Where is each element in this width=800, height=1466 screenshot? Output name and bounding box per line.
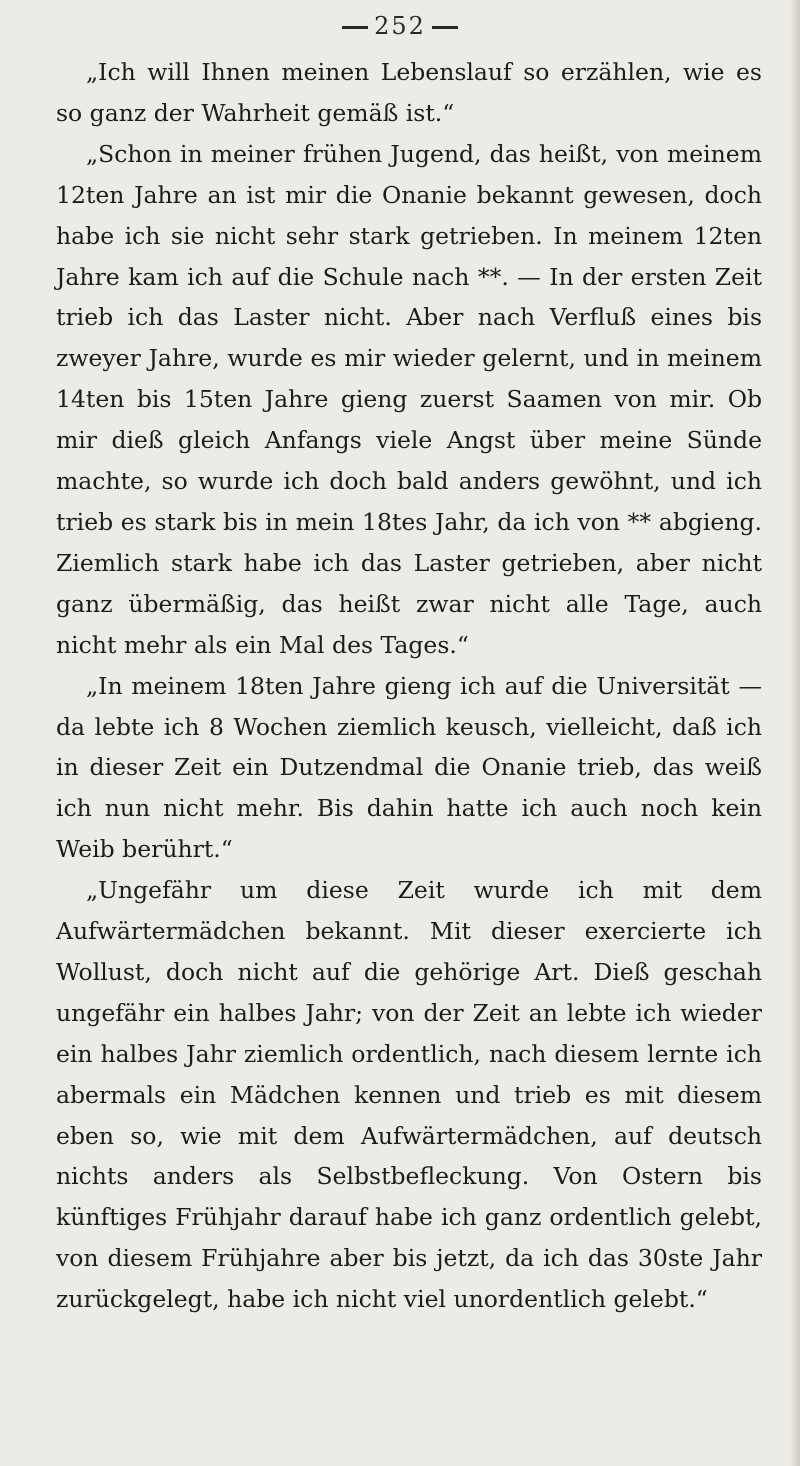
page-number-left-rule: [342, 26, 368, 29]
page-number-value: 252: [374, 12, 426, 40]
paragraph-2: „Schon in meiner frühen Jugend, das heißt, von meinem 12ten Jahre an ist mir die Onanie bekannt gewesen, doch habe ich sie nicht sehr stark getrieben. In meinem 12ten Jahre kam ich auf die Schule nach **. — In der ersten Zeit trieb ich das Laster nicht. Aber nach Verfluß eines bis zweyer Jahre, wurde es mir wieder gelernt, und in meinem 14ten bis 15ten Jahre gieng zuerst Saamen von mir. Ob mir dieß gleich Anfangs viele Angst über meine Sünde machte, so wurde ich doch bald anders gewöhnt, und ich trieb es stark bis in mein 18tes Jahr, da ich von ** abgieng. Ziemlich stark habe ich das Laster getrieben, aber nicht ganz übermäßig, das heißt zwar nicht alle Tage, auch nicht mehr als ein Mal des Tages.“: [56, 139, 762, 659]
paragraph-1: „Ich will Ihnen meinen Lebenslauf so erzählen, wie es so ganz der Wahrheit gemäß ist.“: [56, 58, 762, 127]
page-number-right-rule: [432, 26, 458, 29]
body-text: [56, 52, 762, 1320]
page-number: [0, 12, 800, 40]
page-edge-shadow: [790, 0, 800, 1466]
paragraph-3: „In meinem 18ten Jahre gieng ich auf die Universität — da lebte ich 8 Wochen ziemlich keusch, vielleicht, daß ich in dieser Zeit ein Dutzendmal die Onanie trieb, das weiß ich nun nicht mehr. Bis dahin hatte ich auch noch kein Weib berührt.“: [56, 671, 762, 864]
paragraph-4: „Ungefähr um diese Zeit wurde ich mit dem Aufwärtermädchen bekannt. Mit dieser exercierte ich Wollust, doch nicht auf die gehörige Art. Dieß geschah ungefähr ein halbes Jahr; von der Zeit an lebte ich wieder ein halbes Jahr ziemlich ordentlich, nach diesem lernte ich abermals ein Mädchen kennen und trieb es mit diesem eben so, wie mit dem Aufwärtermädchen, auf deutsch nichts anders als Selbstbefleckung. Von Ostern bis künftiges Frühjahr darauf habe ich ganz ordentlich gelebt, von diesem Frühjahre aber bis jetzt, da ich das 30ste Jahr zurückgelegt, habe ich nicht viel unordentlich gelebt.“: [56, 876, 762, 1314]
